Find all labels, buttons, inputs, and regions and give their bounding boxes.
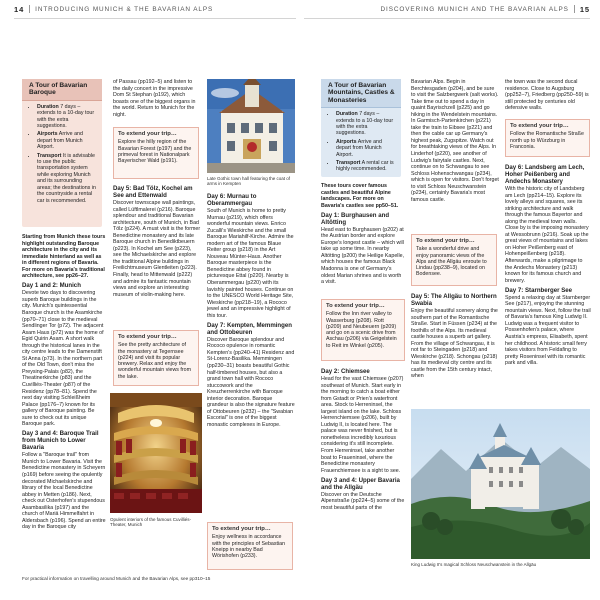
left-page-header	[14, 0, 213, 18]
column-5-day5	[411, 291, 499, 383]
fact-transport: • Transport A rental car is highly recommended.	[336, 160, 395, 173]
day-5-title: Day 5: The Allgäu to Northern Swabia	[411, 293, 497, 307]
column-1	[22, 234, 106, 533]
fact-airports: • Airports Arrive and depart from Munich Airport.	[37, 131, 96, 150]
baroque-tour-info-box	[22, 79, 102, 227]
extend-trip-title: To extend your trip…	[118, 334, 177, 340]
extend-trip-box-tegernsee	[113, 330, 199, 386]
right-page-title: DISCOVERING MUNICH AND THE BAVARIAN ALPS	[380, 5, 569, 13]
column-3	[207, 191, 295, 431]
extend-trip-text: Follow the Romantische Straße north up to Würzburg in Franconia.	[510, 131, 584, 150]
day-1-2-title: Day 1 and 2: Munich	[22, 282, 81, 290]
extend-trip-title: To extend your trip…	[416, 238, 475, 244]
kempten-town-hall-photo	[207, 79, 295, 173]
extend-trip-box-wuerzburg	[505, 119, 590, 157]
day-7-title: Day 7: Kempten, Memmingen and Ottobeuren	[207, 321, 292, 336]
castles-tour-facts	[328, 111, 395, 173]
column-5	[411, 79, 499, 206]
fact-transport: • Transport It is advisable to use the public transportation system while exploring Munich and its surrounding areas; the destinations in the countryside a rental car is recommended.	[37, 153, 96, 204]
castles-tour-box-header	[321, 79, 401, 108]
extend-trip-title: To extend your trip…	[326, 303, 385, 309]
right-page-number: 15	[579, 4, 590, 14]
baroque-tour-box-header	[22, 79, 102, 101]
left-page-title: INTRODUCING MUNICH & THE BAVARIAN ALPS	[35, 5, 214, 13]
day-3-4-text: Follow a "Baroque trail" from Munich to Lower Bavaria. Visit the Benedictine monastery in Scheyern (p169) before seeing the opulently decorated Michaelskirche and library of the local Benedictine abbey in Metten (p186). Next, check out Osterhofen's stupendous Asambasilika (p197) and the church of Mariä Himmelfahrt in Aldersbach (p196). Spend an entire day in the Baroque city	[22, 452, 106, 531]
neuschwanstein-castle-photo	[411, 409, 590, 559]
extend-trip-text: See the pretty architecture of the monastery at Tegernsee (p224) and visit its popular brewery. Relax and enjoy the wonderful mountain views from the lake.	[118, 342, 192, 380]
day-6-title: Day 6: Landsberg am Lech, Hoher Peißenberg and Andechs Monastery	[505, 164, 585, 185]
fact-duration: • Duration 7 days – extends to a 10-day tour with the extra suggestions.	[336, 111, 395, 137]
extend-trip-title: To extend your trip…	[212, 526, 271, 532]
fact-duration: • Duration 7 days – extends to a 10-day tour with the extra suggestions.	[37, 104, 96, 130]
day-7-text: Discover Baroque splendour and Rococo opulence in romantic Kempten's (pp240–41) Residenz and St-Lorenz-Basilika. Memmingen (pp230–31) boasts beautiful Gothic half-timbered houses, but also a grand town hall with Rococo stuccowork and the Kreuzherrenkirche with Baroque interior decoration. Baroque grandeur is also the signature feature of Ottobeuren (p232) – the "Swabian Escorial" is one of the biggest monastic complexes in Europe.	[207, 336, 295, 428]
day-7-text: Spend a relaxing day at Starnberger See (p217), enjoying the stunning mountain views. Next, follow the trail of Bavaria's famous King Ludwig II. Ludwig was a frequent visitor to Possenhofen's palace, where Austria's empress, Elisabeth, spent her childhood. A historic small ferry takes visitors from Feldafing to pretty Roseninsel with its romantic park and villa.	[505, 294, 591, 367]
header-divider	[574, 5, 575, 13]
baroque-intro: Starting from Munich these tours highlight outstanding Baroque architecture in the city and its immediate hinterland as well as in different regions of Bavaria. For more on Bavaria's traditional architecture, see pp26–27.	[22, 234, 106, 280]
day-1-text: Head east to Burghausen (p202) at the Austrian border and explore Europe's longest castle – which will take up some time. In nearby Altötting (p200) the Heilige Kapelle, which houses the famous Black Madonna is one of Germany's oldest Marian shrines and is worth a visit.	[321, 226, 405, 286]
practical-info-footnote: For practical information on travelling around Munich and the Bavarian Alps, see pp310–15	[22, 576, 211, 581]
day-2-title: Day 2: Chiemsee	[321, 368, 370, 375]
left-page-number: 14	[14, 4, 25, 14]
castles-tour-title: A Tour of Bavarian Mountains, Castles & Monasteries	[328, 82, 395, 104]
day-1-title: Day 1: Burghausen and Altötting	[321, 211, 390, 226]
cuvillies-theater-photo	[110, 393, 202, 513]
day-3-4-title: Day 3 and 4: Upper Bavaria and the Allgäu	[321, 476, 400, 491]
day-2-text: Head for the vast Chiemsee (p207) southeast of Munich. Start early in the morning to catch a boat either from Gstadt or Prien's waterfront area. Stock to Herreninsel, the largest island on the lake. Schloss Herrenchiemsee (p206), built by Ludwig II, is located here. The palace was never finished, but is nonetheless incredibly luxurious considering it's still incomplete. From Herreninsel, take another boat to Fraueninsel, where the Benedictine monastery Frauenchiemsee is a sight to see.	[321, 376, 404, 474]
extend-trip-box-lindau	[411, 234, 497, 286]
extend-trip-box-inn-valley	[321, 299, 405, 361]
day-7-title: Day 7: Starnberger See	[505, 286, 573, 294]
friedberg-text: the town was the second ducal residence. Close to Augsburg (pp252–7), Friedberg (pp250–59) is still protected by centuries old defensive walls.	[505, 79, 589, 112]
column-6-lower	[505, 162, 591, 369]
day-5-title: Day 5: Bad Tölz, Kochel am See and Ettenwald	[113, 185, 193, 199]
extend-trip-text: Enjoy wellness in accordance with the principles of Sebastian Kneipp in nearby Bad Wörishofen (p233).	[212, 534, 286, 560]
header-rule-right	[304, 18, 590, 19]
neuschwanstein-photo-caption: King Ludwig II's magical Schloss Neuschwanstein in the Allgäu	[411, 562, 537, 567]
extend-trip-text: Explore the hilly region of the Bavarian Forest (p197) and the primeval forest in Nationalpark Bayerischer Wald (p191).	[118, 139, 192, 165]
day-1-2-text: Devote two days to discovering superb Baroque buildings in the city. Munich's quintessential Baroque church is the Asamkirche (pp70–71) close to the medieval Sendlinger Tor (p72). The adjacent Asam Haus (p72) was the home of Egid Quirin Asam. A short walk through the historical lanes in the city centre leads to the Damenstift St Anna (p73). In the northern part of the Old Town, don't miss the Preysing-Palais (p82), the Theatinerkirche (p83) and the Cuvilliés-Theater (p87) of the Residenz (pp78–81). Spend the next day visiting Schleißheim Palace (pp176–7) known for its gallery of Baroque painting. Be sure to check out its unique Baroque park.	[22, 290, 104, 428]
extend-trip-box-bavarian-forest	[113, 127, 199, 179]
column-2-day5	[113, 183, 201, 301]
extend-trip-title: To extend your trip…	[510, 123, 569, 129]
column-6	[505, 79, 591, 114]
extend-trip-text: Follow the Inn river valley to Wasserburg (p208). Rott (p209) and Neubeuern (p209) and go on a scenic drive from Aschau (p206) via Geigelstein to Reit im Winkel (p205).	[326, 311, 397, 349]
column-2	[113, 79, 201, 121]
extend-trip-title: To extend your trip…	[118, 131, 177, 137]
day-3-4-title: Day 3 and 4: Baroque Trail from Munich to Lower Bavaria	[22, 430, 99, 452]
extend-trip-box-bad-woerishofen	[207, 522, 293, 570]
baroque-tour-facts	[29, 104, 96, 204]
baroque-tour-title: A Tour of Bavarian Baroque	[29, 82, 88, 97]
column-4	[321, 183, 405, 288]
castles-tour-info-box	[321, 79, 401, 177]
kempten-photo-caption: Late Gothic town hall featuring the coat of arms in Kempten	[207, 176, 291, 187]
day-6-text: With the historic city of Landsberg am Lech (pp214–15). Explore its lovely alleys and squares, see its striking architecture and walk through the famous Bayertor and along the medieval town walls. Close by is the imposing monastery at Wessobrunn (p216). Soak up the great views of mountains and lakes on Hoher Peißenberg east of Hohenpeißenberg (p218). Afterwards, make a pilgrimage to the Andechs Monastery (p213) known for its famous church and brewery.	[505, 186, 589, 284]
passau-text: of Passau (pp192–5) and listen to the daily concert in the impressive Dom St Stephan (p192), which boasts one of the biggest organs in the world. Return to Munich for the night.	[113, 79, 196, 118]
header-divider	[29, 5, 30, 13]
day-3-4-text: Discover on the Deutsche Alpenstraße (pp224–5) some of the most beautiful parts of the	[321, 491, 405, 511]
header-rule-left	[14, 18, 296, 19]
fact-airports: • Airports Arrive and depart from Munich Airport.	[336, 139, 395, 158]
extend-trip-text: Take a wonderful drive and enjoy panoramic views of the Alps and the Allgäu enroute to Lindau (pp238–9), located on Bodensee.	[416, 246, 487, 278]
right-page-header	[381, 0, 591, 18]
column-4-lower	[321, 366, 405, 514]
cuvillies-photo-caption: Opulent interiors of the famous Cuvilliés-Theater, Munich	[110, 517, 192, 528]
day-5-text: Discover townscape wall paintings, called Lüftlmalerei (p216). Baroque splendour and traditional Bavarian architecture, south of Munich, in Bad Tölz (p224). A must visit is the former Benedictine monastery and its late Baroque church in Benediktbeuern (p223). In Kochel am See (p223), see the Michaelskirche and explore the traditional Alpine buildings in Freilichtmuseum Glentleiten (p223). Finally, head to Mittenwald (p222) and admire its fantastic mountain views and explore an interesting museum of violin-making here.	[113, 200, 201, 298]
day-5-text: Enjoy the beautiful scenery along the southern part of the Romantische Straße. Start in Füssen (p234) at the foothills of the Alps. Its medieval castle houses a superb art gallery. From the village of Schwangau, it is not far to Steingaden (p218) and Wieskirche (p218). Schongau (p218) has its medieval city centre and its castle from the 15th century intact, when	[411, 308, 498, 380]
castles-intro: These tours cover famous castles and beautiful Alpine landscapes. For more on Bavaria's castles see pp50–51.	[321, 183, 399, 209]
day-6-text: South of Munich is home to pretty Murnau (p219), which offers wonderful mountain views. Enrico Zucalli's Wieskirche and the small Baroque Mariahilf-Kirche. Admire the modern art of the famous Blaue Reiter group (p218) in the Art Nouveau Münter-Haus. Another Baroque masterpiece is the Benedictine abbey found in picturesque Ettal (p220). Nearby is Oberammergau (p220) with its lavishly painted houses. Continue on to the UNESCO World Heritage Site, Wieskirche (pp218–19), a Rococo jewel and an impressive highlight of this tour.	[207, 208, 294, 319]
alps-route-text: Bavarian Alps. Begin in Berchtesgaden (p204), and be sure to visit the Salzbergwerk (salt works). Take time out to spend a day in quaint Bayrischzell (p225) and go hiking in the Wendelstein mountains. In Garmisch-Partenkirchen (p221) take the train to Eibsee (p221) and then the cable car up Germany's highest peak, Zugspitze. Watch out for breathtaking views of the Alps. In Linderhof (p220), see another of Ludwig's fairytale castles. Next, continue on to Schwangau to see Schloss Hohenschwangau (p234), which is open for visitors. Don't forget to visit Schloss Neuschwanstein (p234), certainly Bavaria's most famous castle.	[411, 79, 499, 203]
day-6-title: Day 6: Murnau to Oberammergau	[207, 193, 257, 207]
